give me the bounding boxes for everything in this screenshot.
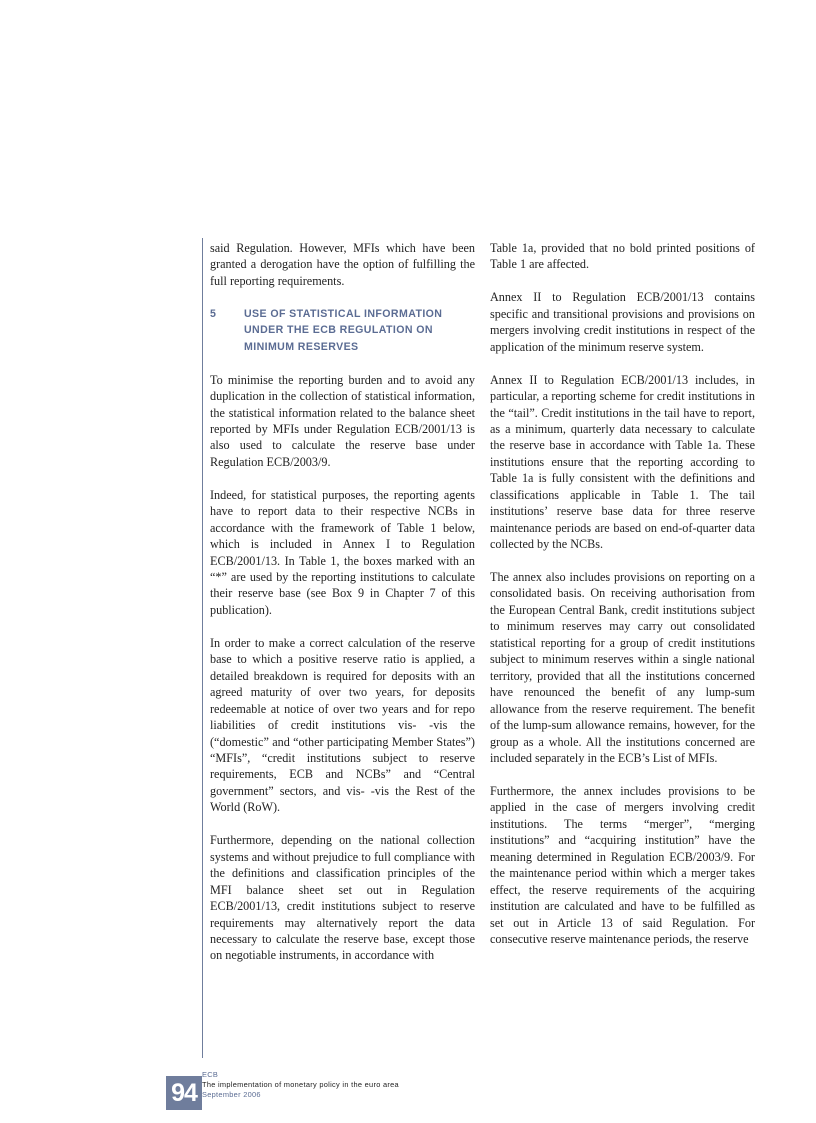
section-number: 5: [210, 307, 217, 320]
footer-text: [202, 1070, 399, 1100]
paragraph: In order to make a correct calculation of the reserve base to which a positive reserve ratio is applied, a detailed breakdown is required for deposits with an agreed maturity of over two years, for deposits redeemable at notice of over two years and for repo liabilities of credit institutions vis- -vis the (“domestic” and “other participating Member States”) “MFIs”, “credit institutions subject to reserve requirements, ECB and NCBs” and “Central government” sectors, and vis- -vis the Rest of the World (RoW).: [210, 635, 475, 815]
paragraph: Furthermore, the annex includes provisions to be applied in the case of mergers involving credit institutions. The terms “merger”, “merging institutions” and “acquiring institution” have the meaning determined in Regulation ECB/2003/9. For the maintenance period within which a merger takes effect, the reserve requirements of the acquiring institution are calculated and have to be fulfilled as set out in Article 13 of said Regulation. For consecutive reserve maintenance periods, the reserve: [490, 783, 755, 946]
paragraph: Annex II to Regulation ECB/2001/13 contains specific and transitional provisions and provisions on mergers involving credit institutions in respect of the application of the minimum reserve system.: [490, 290, 755, 354]
section-heading: [210, 306, 475, 355]
paragraph: Table 1a, provided that no bold printed positions of Table 1 are affected.: [490, 241, 755, 272]
column-rule: [202, 238, 203, 1058]
left-column: [210, 240, 475, 980]
footer-publication: The implementation of monetary policy in the euro area: [202, 1080, 399, 1089]
intro-paragraph: said Regulation. However, MFIs which have been granted a derogation have the option of fulfilling the full reporting requirements.: [210, 241, 475, 288]
page-number: 94: [166, 1076, 202, 1110]
paragraph: Indeed, for statistical purposes, the reporting agents have to report data to their respective NCBs in accordance with the framework of Table 1 below, which is included in Annex I to Regulation ECB/2001/13. In Table 1, the boxes marked with an “*” are used by the reporting institutions to calculate their reserve base (see Box 9 in Chapter 7 of this publication).: [210, 487, 475, 617]
right-column: [490, 240, 755, 964]
paragraph: Annex II to Regulation ECB/2001/13 includes, in particular, a reporting scheme for credit institutions in the “tail”. Credit institutions in the tail have to report, as a minimum, quarterly data necessary to calculate the reserve base in accordance with Table 1a. These institutions ensure that the reporting according to Table 1a is fully consistent with the definitions and classifications applicable in Table 1. The tail institutions’ reserve base data for three reserve maintenance periods are based on end-of-quarter data collected by the NCBs.: [490, 372, 755, 552]
footer-org: ECB: [202, 1070, 219, 1079]
paragraph: The annex also includes provisions on reporting on a consolidated basis. On receiving authorisation from the European Central Bank, credit institutions subject to minimum reserves may carry out consolidated statistical reporting for a group of credit institutions subject to minimum reserves within a single national territory, provided that all the institutions concerned have renounced the benefit of any lump-sum allowance from the reserve requirement. The benefit of the lump-sum allowance remains, however, for the group as a whole. All the institutions concerned are included separately in the ECB’s List of MFIs.: [490, 570, 755, 765]
footer-date: September 2006: [202, 1090, 261, 1099]
section-title: USE OF STATISTICAL INFORMATION UNDER THE ECB REGULATION ON MINIMUM RESERVES: [244, 307, 443, 353]
paragraph: Furthermore, depending on the national collection systems and without prejudice to full compliance with the definitions and classification principles of the MFI balance sheet set out in Regulation ECB/2001/13, credit institutions subject to reserve requirements may alternatively report the data necessary to calculate the reserve base, except those on negotiable instruments, in accordance with: [210, 833, 475, 963]
paragraph: To minimise the reporting burden and to avoid any duplication in the collection of statistical information, the statistical information related to the balance sheet reported by MFIs under Regulation ECB/2001/13 is also used to calculate the reserve base under Regulation ECB/2003/9.: [210, 372, 475, 469]
